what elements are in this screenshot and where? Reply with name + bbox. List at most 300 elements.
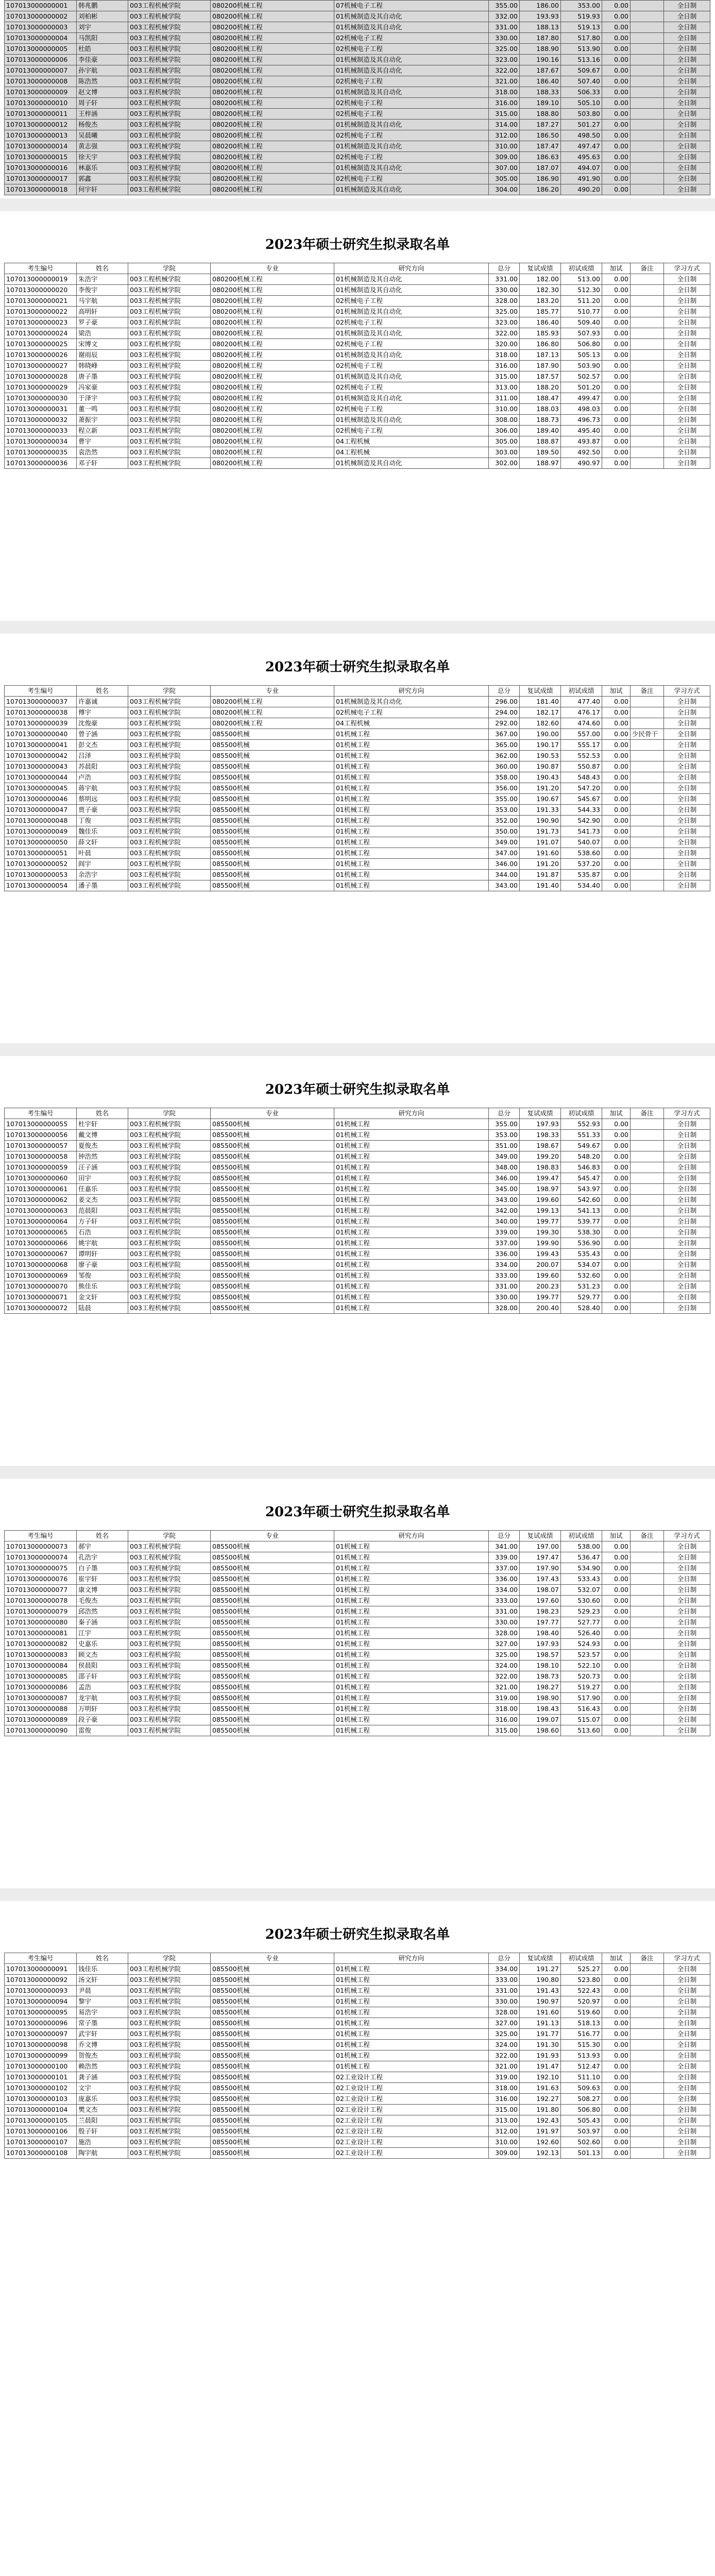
cell-major: 085500机械 [211,826,334,837]
cell-extra-test: 0.00 [602,426,631,436]
cell-name: 卢浩 [77,772,128,783]
cell-study-mode: 全日制 [664,1552,710,1563]
cell-college: 003工程机械学院 [128,1986,211,1996]
cell-initial-score: 490.20 [561,184,602,195]
cell-research-direction: 01机械工程 [334,880,489,891]
table-row [5,163,710,174]
cell-total-score: 303.00 [489,447,520,458]
cell-name: 钱佳乐 [77,1964,128,1975]
cell-remark [631,1996,664,2007]
table-row [5,11,710,22]
cell-initial-score: 513.16 [561,55,602,65]
cell-retest-score: 190.87 [520,761,561,772]
cell-initial-score: 524.93 [561,1639,602,1650]
cell-college: 003工程机械学院 [128,1,211,11]
cell-extra-test: 0.00 [602,2115,631,2126]
cell-study-mode: 全日制 [664,751,710,761]
cell-study-mode: 全日制 [664,718,710,729]
cell-retest-score: 197.93 [520,1119,561,1130]
cell-college: 003工程机械学院 [128,1249,211,1260]
cell-major: 085500机械 [211,2007,334,2018]
cell-initial-score: 513.93 [561,2050,602,2061]
cell-research-direction: 01机械工程 [334,870,489,880]
cell-college: 003工程机械学院 [128,1975,211,1986]
column-header-extra-test: 加试 [602,263,631,274]
cell-examinee-id: 107013000000005 [5,44,77,55]
cell-major: 080200机械工程 [211,697,334,707]
cell-study-mode: 全日制 [664,1986,710,1996]
cell-total-score: 313.00 [489,382,520,393]
cell-retest-score: 191.63 [520,2083,561,2094]
cell-initial-score: 557.00 [561,729,602,740]
cell-remark [631,426,664,436]
cell-examinee-id: 107013000000076 [5,1574,77,1585]
cell-research-direction: 01机械工程 [334,1596,489,1606]
cell-research-direction: 01机械制造及其自动化 [334,87,489,98]
cell-college: 003工程机械学院 [128,130,211,141]
cell-examinee-id: 107013000000081 [5,1628,77,1639]
cell-total-score: 325.00 [489,307,520,317]
cell-examinee-id: 107013000000006 [5,55,77,65]
cell-extra-test: 0.00 [602,296,631,307]
column-header-college: 学院 [128,263,211,274]
cell-total-score: 365.00 [489,740,520,751]
cell-research-direction: 02机械电子工程 [334,296,489,307]
table-row [5,1249,710,1260]
table-row [5,1281,710,1292]
table-row [5,1173,710,1184]
table-row [5,317,710,328]
cell-study-mode: 全日制 [664,1671,710,1682]
column-header-extra-test: 加试 [602,1108,631,1119]
cell-major: 085500机械 [211,1986,334,1996]
column-header-remark: 备注 [631,1108,664,1119]
cell-college: 003工程机械学院 [128,371,211,382]
cell-major: 085500机械 [211,1660,334,1671]
cell-college: 003工程机械学院 [128,1650,211,1660]
cell-major: 085500机械 [211,1704,334,1715]
cell-college: 003工程机械学院 [128,1227,211,1238]
cell-total-score: 310.00 [489,2137,520,2148]
page-title: 2023年硕士研究生拟录取名单 [265,1082,450,1097]
table-row [5,87,710,98]
cell-examinee-id: 107013000000014 [5,141,77,152]
cell-extra-test: 0.00 [602,1130,631,1141]
cell-study-mode: 全日制 [664,1715,710,1725]
cell-name: 贺俊杰 [77,2050,128,2061]
cell-examinee-id: 107013000000040 [5,729,77,740]
cell-initial-score: 511.10 [561,2072,602,2083]
cell-college: 003工程机械学院 [128,1270,211,1281]
cell-study-mode: 全日制 [664,1184,710,1195]
cell-total-score: 328.00 [489,1628,520,1639]
cell-retest-score: 188.90 [520,44,561,55]
cell-research-direction: 01机械制造及其自动化 [334,393,489,404]
cell-research-direction: 01机械工程 [334,1206,489,1216]
cell-major: 085500机械 [211,848,334,859]
cell-extra-test: 0.00 [602,184,631,195]
cell-total-score: 321.00 [489,1682,520,1693]
cell-name: 韩晓峰 [77,361,128,371]
cell-name: 邵子轩 [77,1671,128,1682]
table-row [5,1585,710,1596]
cell-major: 085500机械 [211,1130,334,1141]
cell-major: 085500机械 [211,816,334,826]
cell-college: 003工程机械学院 [128,2083,211,2094]
cell-name: 龚子涵 [77,2072,128,2083]
cell-initial-score: 552.53 [561,751,602,761]
cell-college: 003工程机械学院 [128,76,211,87]
cell-examinee-id: 107013000000105 [5,2115,77,2126]
cell-extra-test: 0.00 [602,1563,631,1574]
cell-research-direction: 02机械电子工程 [334,382,489,393]
cell-college: 003工程机械学院 [128,55,211,65]
cell-study-mode: 全日制 [664,98,710,109]
cell-total-score: 333.00 [489,1270,520,1281]
cell-examinee-id: 107013000000098 [5,2040,77,2050]
cell-major: 080200机械工程 [211,163,334,174]
cell-examinee-id: 107013000000025 [5,339,77,350]
cell-extra-test: 0.00 [602,2072,631,2083]
cell-study-mode: 全日制 [664,826,710,837]
cell-name: 蒋宇航 [77,783,128,794]
cell-college: 003工程机械学院 [128,1996,211,2007]
cell-initial-score: 549.67 [561,1141,602,1151]
cell-college: 003工程机械学院 [128,1173,211,1184]
cell-major: 080200机械工程 [211,371,334,382]
cell-remark [631,2126,664,2137]
cell-major: 085500机械 [211,2094,334,2105]
cell-name: 傅宇 [77,707,128,718]
cell-examinee-id: 107013000000038 [5,707,77,718]
cell-research-direction: 02工业设计工程 [334,2148,489,2159]
cell-major: 085500机械 [211,1596,334,1606]
cell-name: 杜宇轩 [77,1119,128,1130]
cell-major: 080200机械工程 [211,174,334,184]
cell-examinee-id: 107013000000102 [5,2083,77,2094]
column-header-initial-score: 初试成绩 [561,686,602,697]
table-row [5,98,710,109]
cell-extra-test: 0.00 [602,1173,631,1184]
table-row [5,274,710,285]
cell-research-direction: 02机械电子工程 [334,152,489,163]
cell-name: 杨俊杰 [77,120,128,130]
cell-college: 003工程机械学院 [128,1596,211,1606]
cell-retest-score: 197.77 [520,1617,561,1628]
cell-retest-score: 193.93 [520,11,561,22]
cell-examinee-id: 107013000000072 [5,1303,77,1314]
cell-college: 003工程机械学院 [128,772,211,783]
cell-examinee-id: 107013000000048 [5,816,77,826]
cell-name: 李佳豪 [77,55,128,65]
column-header-major: 专业 [211,686,334,697]
cell-study-mode: 全日制 [664,174,710,184]
cell-name: 曾子涵 [77,729,128,740]
cell-examinee-id: 107013000000050 [5,837,77,848]
cell-research-direction: 01机械制造及其自动化 [334,458,489,469]
cell-name: 唐子墨 [77,371,128,382]
column-header-study-mode: 学习方式 [664,686,710,697]
column-header-extra-test: 加试 [602,686,631,697]
cell-extra-test: 0.00 [602,1660,631,1671]
cell-total-score: 358.00 [489,772,520,783]
table-row [5,740,710,751]
cell-name: 吕泽 [77,751,128,761]
cell-extra-test: 0.00 [602,2040,631,2050]
cell-retest-score: 187.90 [520,361,561,371]
cell-examinee-id: 107013000000009 [5,87,77,98]
cell-retest-score: 190.80 [520,1975,561,1986]
cell-total-score: 318.00 [489,87,520,98]
cell-extra-test: 0.00 [602,1704,631,1715]
cell-total-score: 310.00 [489,404,520,415]
cell-major: 085500机械 [211,805,334,816]
cell-research-direction: 01机械工程 [334,1986,489,1996]
cell-initial-score: 474.60 [561,718,602,729]
cell-college: 003工程机械学院 [128,697,211,707]
cell-retest-score: 187.57 [520,371,561,382]
table-row [5,458,710,469]
cell-remark [631,404,664,415]
cell-study-mode: 全日制 [664,447,710,458]
cell-extra-test: 0.00 [602,2050,631,2061]
cell-name: 宋博文 [77,339,128,350]
cell-total-score: 315.00 [489,109,520,120]
cell-research-direction: 01机械工程 [334,1238,489,1249]
cell-remark [631,415,664,426]
cell-total-score: 330.00 [489,1292,520,1303]
cell-examinee-id: 107013000000008 [5,76,77,87]
cell-major: 085500机械 [211,2126,334,2137]
cell-extra-test: 0.00 [602,2061,631,2072]
cell-study-mode: 全日制 [664,141,710,152]
cell-initial-score: 498.50 [561,130,602,141]
cell-college: 003工程机械学院 [128,1184,211,1195]
cell-remark [631,1986,664,1996]
cell-research-direction: 01机械工程 [334,1617,489,1628]
cell-study-mode: 全日制 [664,2007,710,2018]
cell-retest-score: 192.27 [520,2094,561,2105]
cell-remark [631,2072,664,2083]
cell-initial-score: 543.97 [561,1184,602,1195]
cell-retest-score: 182.00 [520,274,561,285]
cell-extra-test: 0.00 [602,1216,631,1227]
column-header-name: 姓名 [77,1953,128,1964]
cell-retest-score: 198.10 [520,1660,561,1671]
cell-extra-test: 0.00 [602,1606,631,1617]
cell-initial-score: 544.33 [561,805,602,816]
cell-remark [631,1552,664,1563]
cell-extra-test: 0.00 [602,109,631,120]
cell-study-mode: 全日制 [664,870,710,880]
cell-remark [631,1130,664,1141]
cell-study-mode: 全日制 [664,1162,710,1173]
table-row [5,328,710,339]
cell-research-direction: 01机械工程 [334,1141,489,1151]
cell-study-mode: 全日制 [664,1249,710,1260]
table-row [5,2126,710,2137]
cell-remark [631,1195,664,1206]
cell-research-direction: 02工业设计工程 [334,2115,489,2126]
cell-college: 003工程机械学院 [128,1141,211,1151]
table-row [5,1964,710,1975]
cell-college: 003工程机械学院 [128,415,211,426]
table-row [5,751,710,761]
cell-name: 文宇 [77,2083,128,2094]
cell-major: 080200机械工程 [211,458,334,469]
cell-name: 刘宇 [77,22,128,33]
cell-extra-test: 0.00 [602,350,631,361]
cell-remark [631,859,664,870]
column-header-examinee-id: 考生编号 [5,1953,77,1964]
cell-extra-test: 0.00 [602,1725,631,1736]
cell-name: 施浩 [77,2137,128,2148]
cell-study-mode: 全日制 [664,1238,710,1249]
cell-study-mode: 全日制 [664,1119,710,1130]
cell-study-mode: 全日制 [664,87,710,98]
cell-retest-score: 192.10 [520,2072,561,2083]
table-row [5,141,710,152]
cell-retest-score: 191.33 [520,805,561,816]
cell-college: 003工程机械学院 [128,826,211,837]
table-header-row [5,1108,710,1119]
cell-study-mode: 全日制 [664,152,710,163]
cell-name: 王梓涵 [77,109,128,120]
cell-study-mode: 全日制 [664,458,710,469]
column-header-research-direction: 研究方向 [334,1108,489,1119]
cell-college: 003工程机械学院 [128,761,211,772]
cell-examinee-id: 107013000000001 [5,1,77,11]
cell-initial-score: 515.07 [561,1715,602,1725]
cell-examinee-id: 107013000000054 [5,880,77,891]
cell-college: 003工程机械学院 [128,1260,211,1270]
cell-name: 姜文杰 [77,1195,128,1206]
cell-remark [631,371,664,382]
cell-major: 085500机械 [211,1151,334,1162]
cell-examinee-id: 107013000000057 [5,1141,77,1151]
cell-research-direction: 01机械制造及其自动化 [334,697,489,707]
cell-extra-test: 0.00 [602,120,631,130]
cell-initial-score: 536.47 [561,1552,602,1563]
table-row [5,1119,710,1130]
cell-extra-test: 0.00 [602,1270,631,1281]
cell-extra-test: 0.00 [602,1151,631,1162]
cell-initial-score: 523.57 [561,1650,602,1660]
cell-study-mode: 全日制 [664,1606,710,1617]
cell-extra-test: 0.00 [602,174,631,184]
cell-extra-test: 0.00 [602,2007,631,2018]
table-row [5,1260,710,1270]
cell-major: 085500机械 [211,1606,334,1617]
cell-examinee-id: 107013000000082 [5,1639,77,1650]
cell-research-direction: 01机械工程 [334,2050,489,2061]
cell-remark [631,816,664,826]
cell-study-mode: 全日制 [664,2105,710,2115]
cell-college: 003工程机械学院 [128,1660,211,1671]
cell-name: 陈浩然 [77,76,128,87]
cell-retest-score: 188.33 [520,87,561,98]
cell-major: 085500机械 [211,1682,334,1693]
cell-extra-test: 0.00 [602,805,631,816]
cell-college: 003工程机械学院 [128,848,211,859]
cell-name: 崔宇轩 [77,1574,128,1585]
cell-initial-score: 496.73 [561,415,602,426]
column-header-examinee-id: 考生编号 [5,263,77,274]
cell-total-score: 330.00 [489,1617,520,1628]
cell-retest-score: 188.03 [520,404,561,415]
cell-retest-score: 191.20 [520,859,561,870]
cell-study-mode: 全日制 [664,1227,710,1238]
cell-total-score: 346.00 [489,859,520,870]
cell-study-mode: 全日制 [664,1628,710,1639]
cell-college: 003工程机械学院 [128,2115,211,2126]
column-header-total-score: 总分 [489,1531,520,1541]
cell-study-mode: 全日制 [664,1650,710,1660]
cell-major: 085500机械 [211,1195,334,1206]
cell-name: 林嘉乐 [77,163,128,174]
cell-major: 085500机械 [211,2029,334,2040]
cell-study-mode: 全日制 [664,393,710,404]
cell-retest-score: 197.60 [520,1596,561,1606]
cell-extra-test: 0.00 [602,1303,631,1314]
cell-study-mode: 全日制 [664,274,710,285]
column-header-total-score: 总分 [489,263,520,274]
cell-major: 085500机械 [211,740,334,751]
cell-examinee-id: 107013000000013 [5,130,77,141]
cell-research-direction: 01机械制造及其自动化 [334,371,489,382]
cell-extra-test: 0.00 [602,1585,631,1596]
cell-major: 085500机械 [211,1585,334,1596]
cell-remark [631,2115,664,2126]
cell-remark [631,2148,664,2159]
cell-remark [631,141,664,152]
cell-total-score: 343.00 [489,880,520,891]
cell-extra-test: 0.00 [602,1975,631,1986]
cell-study-mode: 全日制 [664,1996,710,2007]
cell-name: 杜皓 [77,44,128,55]
column-header-research-direction: 研究方向 [334,263,489,274]
cell-extra-test: 0.00 [602,837,631,848]
table-row [5,184,710,195]
cell-extra-test: 0.00 [602,1227,631,1238]
cell-research-direction: 01机械工程 [334,1151,489,1162]
cell-remark [631,1585,664,1596]
cell-college: 003工程机械学院 [128,740,211,751]
cell-research-direction: 01机械工程 [334,1693,489,1704]
cell-remark [631,436,664,447]
cell-college: 003工程机械学院 [128,2007,211,2018]
cell-initial-score: 545.47 [561,1173,602,1184]
cell-initial-score: 520.97 [561,1996,602,2007]
cell-study-mode: 全日制 [664,837,710,848]
cell-major: 085500机械 [211,761,334,772]
column-header-remark: 备注 [631,263,664,274]
column-header-name: 姓名 [77,1108,128,1119]
cell-research-direction: 02工业设计工程 [334,2094,489,2105]
cell-total-score: 360.00 [489,761,520,772]
cell-extra-test: 0.00 [602,2105,631,2115]
cell-name: 雷俊 [77,1725,128,1736]
cell-retest-score: 188.13 [520,22,561,33]
table-row [5,1628,710,1639]
cell-total-score: 353.00 [489,805,520,816]
cell-retest-score: 200.07 [520,1260,561,1270]
cell-total-score: 318.00 [489,1704,520,1715]
cell-major: 080200机械工程 [211,55,334,65]
table-row [5,1292,710,1303]
table-row [5,848,710,859]
cell-study-mode: 全日制 [664,2137,710,2148]
